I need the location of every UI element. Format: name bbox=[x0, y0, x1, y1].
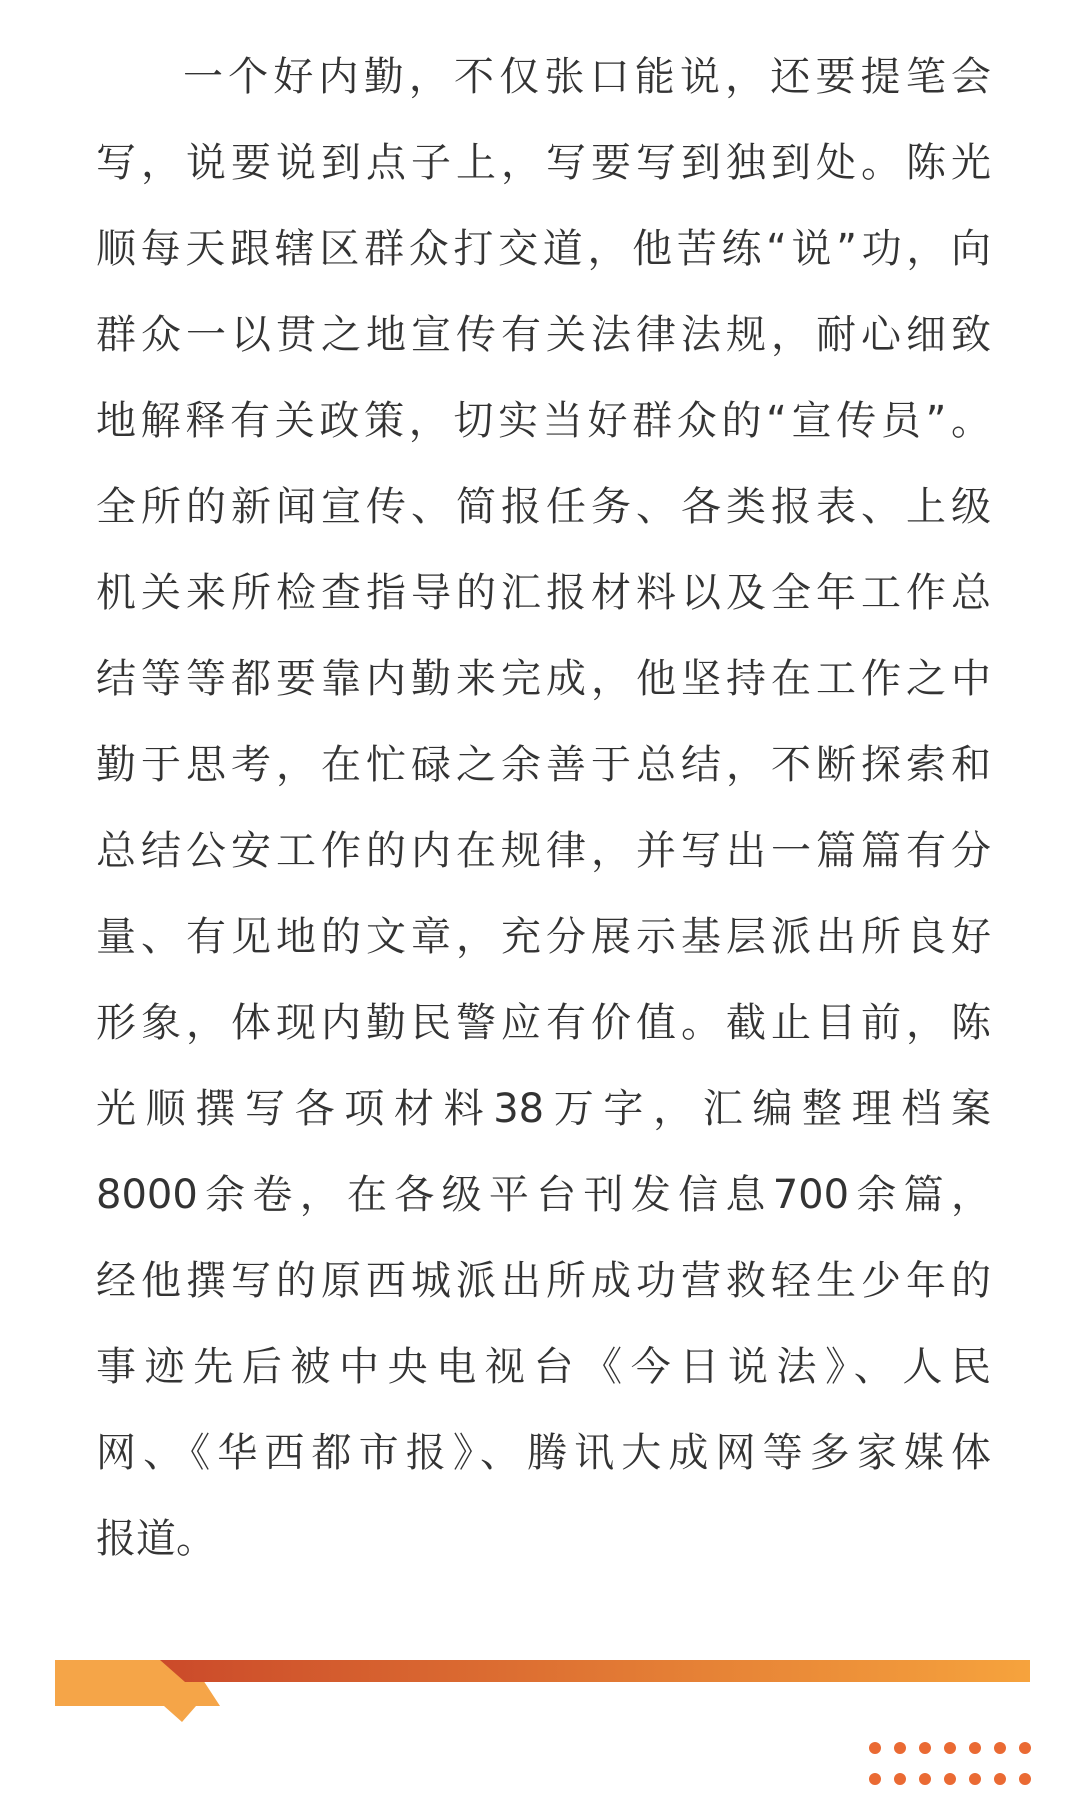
article-line: 网、《华西都市报》、腾讯大成网等多家媒体 bbox=[96, 1430, 991, 1476]
article-line: 量、有见地的文章，充分展示基层派出所良好 bbox=[96, 914, 991, 960]
article-line: 经他撰写的原西城派出所成功营救轻生少年的 bbox=[96, 1258, 991, 1304]
article-line: 光顺撰写各项材料38万字，汇编整理档案 bbox=[96, 1086, 991, 1132]
article-line: 报道。 bbox=[96, 1516, 216, 1562]
article-line: 一个好内勤，不仅张口能说，还要提笔会 bbox=[183, 54, 991, 100]
decorative-dots bbox=[868, 1741, 1038, 1787]
article-line: 事迹先后被中央电视台《今日说法》、人民 bbox=[96, 1344, 991, 1390]
article-line: 写，说要说到点子上，写要写到独到处。陈光 bbox=[96, 140, 991, 186]
article-line: 8000余卷，在各级平台刊发信息700余篇， bbox=[96, 1172, 991, 1218]
article-line: 全所的新闻宣传、简报任务、各类报表、上级 bbox=[96, 484, 991, 530]
article-line: 顺每天跟辖区群众打交道，他苦练“说”功，向 bbox=[96, 226, 991, 272]
article-line: 形象，体现内勤民警应有价值。截止目前，陈 bbox=[96, 1000, 991, 1046]
article-line: 地解释有关政策，切实当好群众的“宣传员”。 bbox=[96, 398, 991, 444]
article-line: 机关来所检查指导的汇报材料以及全年工作总 bbox=[96, 570, 991, 616]
article-line: 勤于思考，在忙碌之余善于总结，不断探索和 bbox=[96, 742, 991, 788]
article-line: 群众一以贯之地宣传有关法律法规，耐心细致 bbox=[96, 312, 991, 358]
footer-gradient-stripe bbox=[160, 1660, 1030, 1682]
article-line: 结等等都要靠内勤来完成，他坚持在工作之中 bbox=[96, 656, 991, 702]
article-line: 总结公安工作的内在规律，并写出一篇篇有分 bbox=[96, 828, 991, 874]
